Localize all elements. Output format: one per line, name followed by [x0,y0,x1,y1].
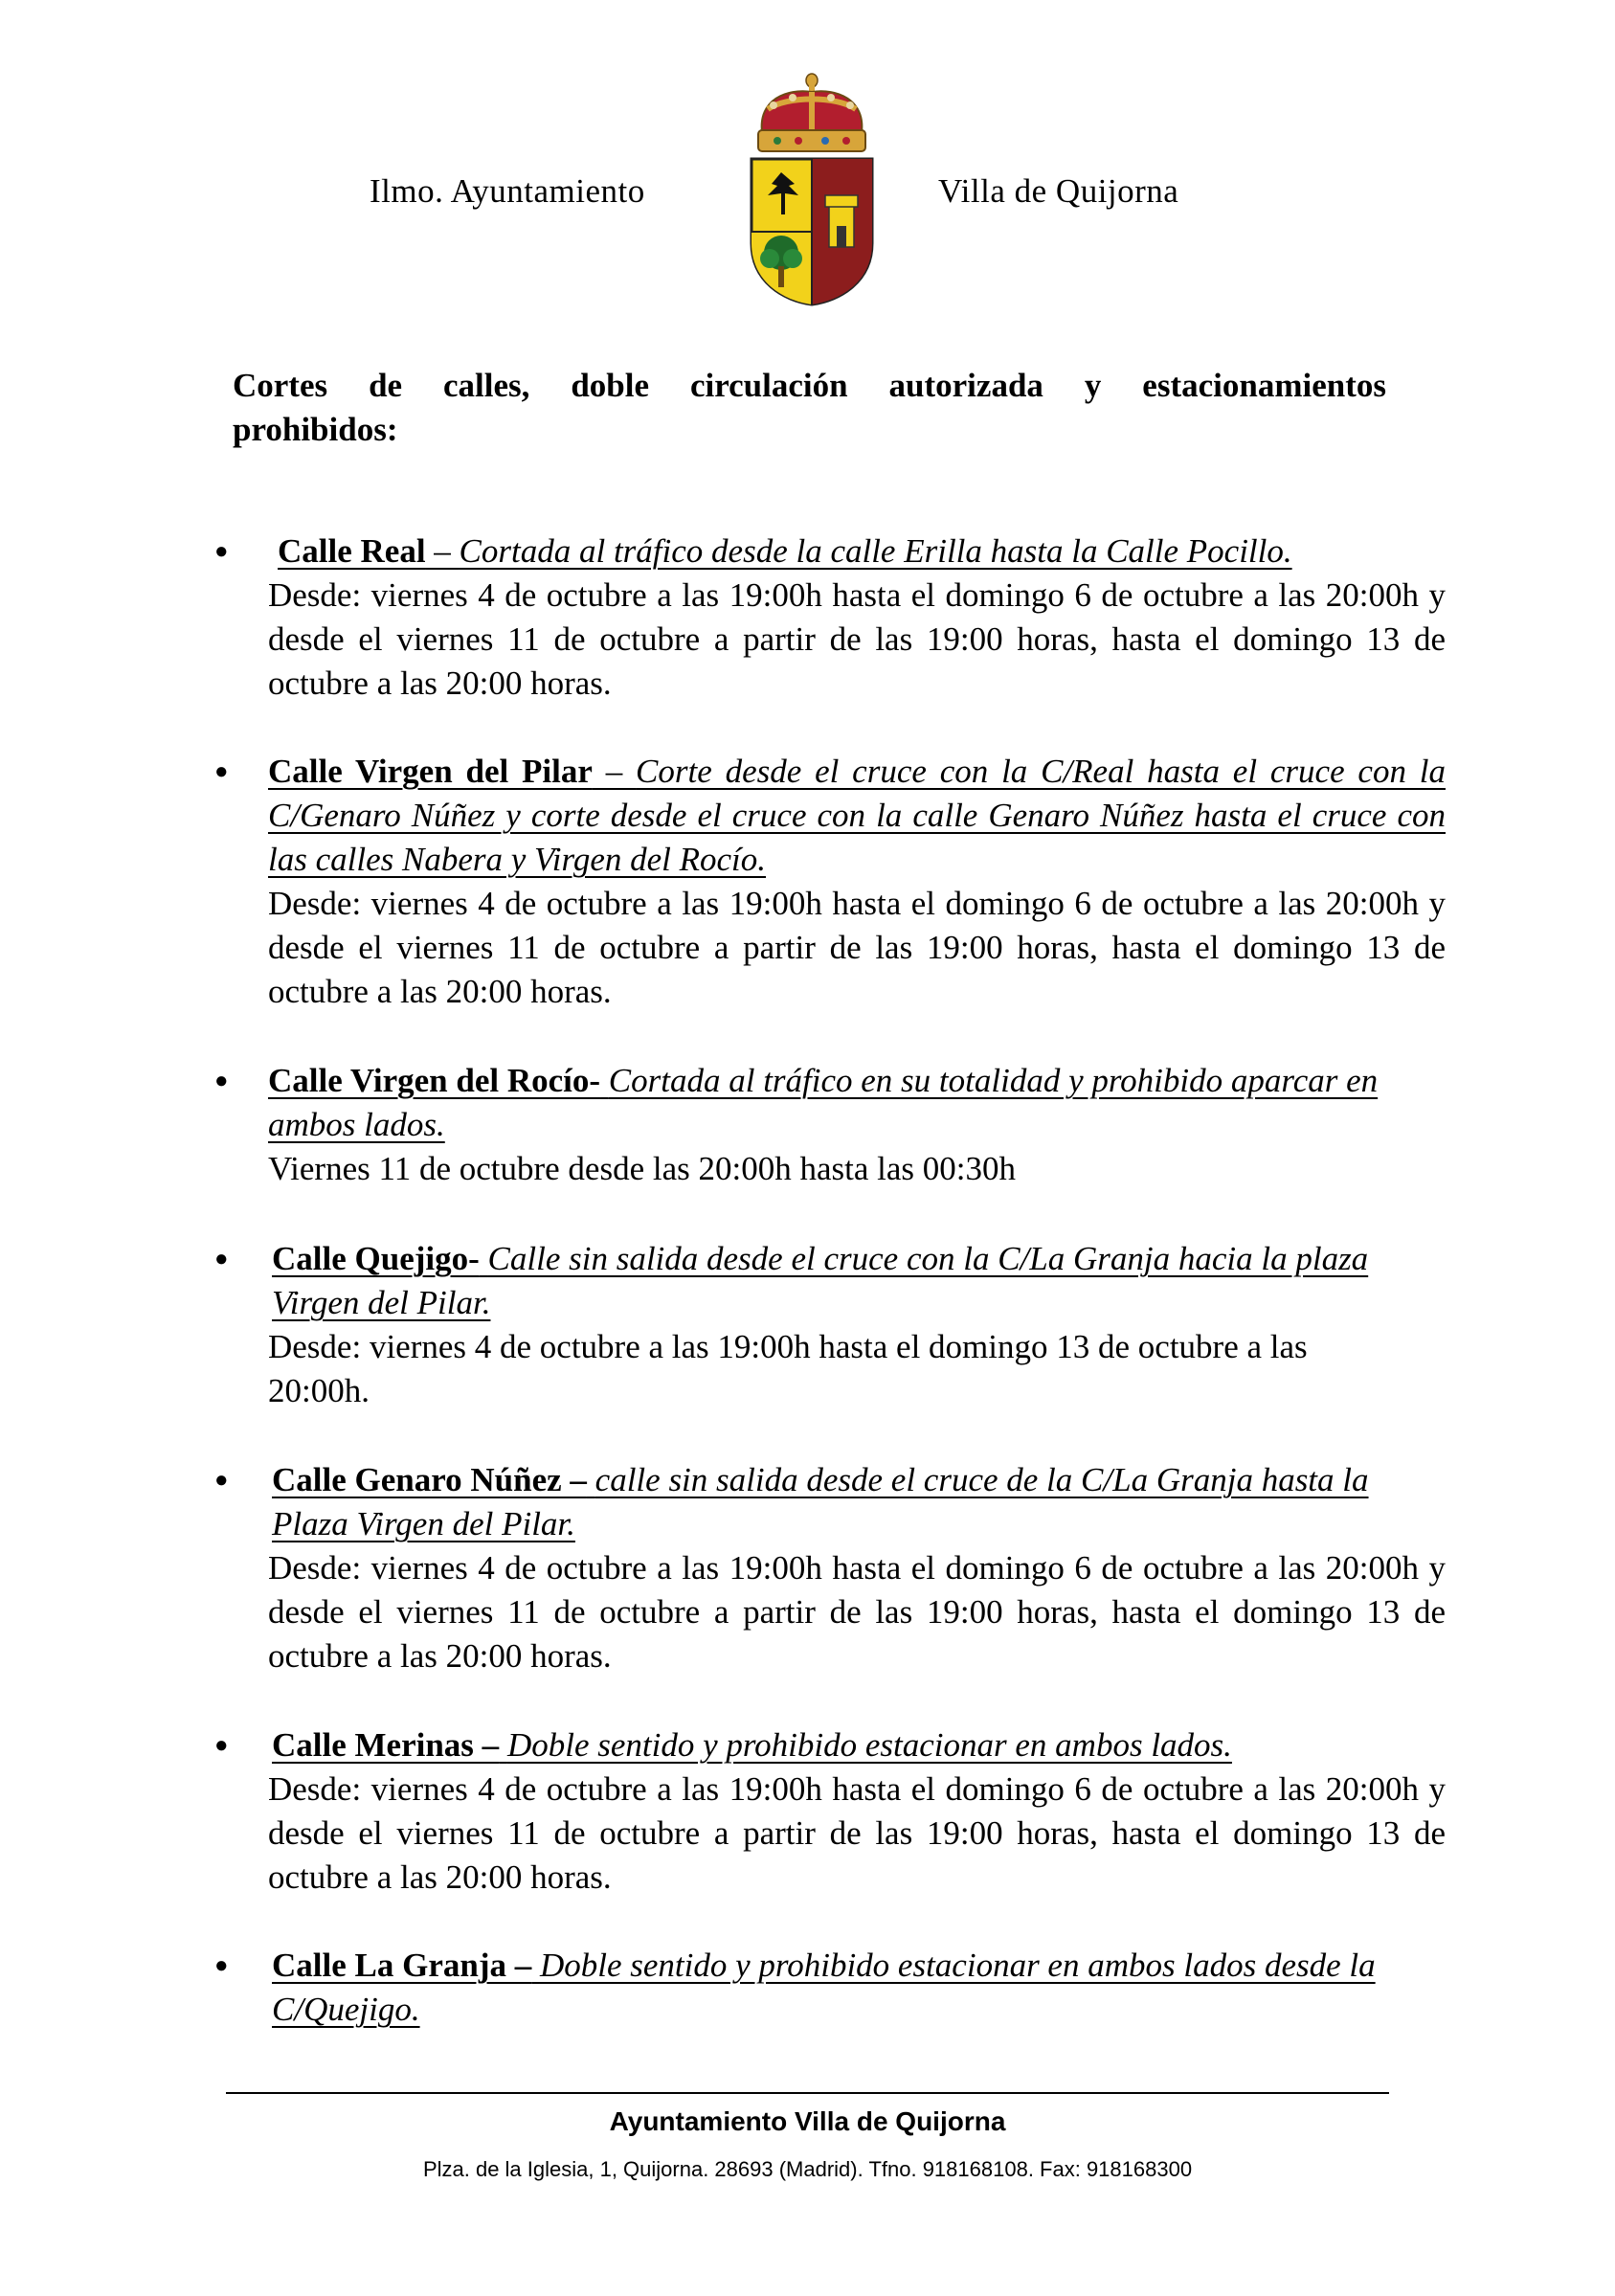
coat-of-arms-image [749,71,875,306]
list-item [214,1458,1446,1678]
item-heading [268,1944,1398,2032]
item-heading [268,1723,1446,1767]
item-heading: Calle Real – Cortada al tráfico desde la calle Erilla hasta la Calle Pocillo. [278,532,1292,570]
header-right-text: Villa de Quijorna [938,172,1179,210]
footer-address: Plza. de la Iglesia, 1, Quijorna. 28693 (Madrid). Tfno. 918168108. Fax: 918168300 [422,2157,1193,2181]
bullet-icon: ● [214,1069,229,1093]
street-name: Calle Real [278,532,426,570]
bullet-icon: ● [214,1733,229,1758]
item-heading [268,1059,1379,1147]
bullet-icon: ● [214,1468,229,1493]
crown-icon [758,74,865,151]
street-description: calle sin salida desde el cruce de la C/La Granja hasta la Plaza Virgen del Pilar. [272,1461,1369,1542]
street-name: Calle Virgen del Rocío- [268,1062,601,1099]
list-item [214,750,1446,1014]
list-item [214,1944,1398,2032]
street-name: Calle La Granja – [272,1947,532,1984]
bullet-icon: ● [214,1953,229,1978]
street-description: Cortada al tráfico en su totalidad y prohibido aparcar en ambos lados. [268,1062,1379,1143]
list-item [214,1723,1446,1900]
footer-divider [226,2092,1389,2094]
street-description: Cortada al tráfico desde la calle Erilla hasta la Calle Pocillo. [459,532,1292,570]
street-schedule: Desde: viernes 4 de octubre a las 19:00h hasta el domingo 6 de octubre a las 20:00h y desde el viernes 11 de octubre a partir de las 19:00 horas, hasta el domingo 13 de octubre a las 20:00 horas. [268,885,1446,1010]
street-name: Calle Virgen del Pilar [268,753,593,790]
street-description: Doble sentido y prohibido estacionar en ambos lados. [506,1726,1232,1764]
street-schedule: Viernes 11 de octubre desde las 20:00h hasta las 00:30h [268,1150,1016,1187]
item-heading: Calle Virgen del Pilar – Corte desde el cruce con la C/Real hasta el cruce con la C/Genaro Núñez y corte desde el cruce con la calle Genaro Núñez hasta el cruce con las calles Nabera y Virgen del Rocío. [268,753,1446,878]
list-item [214,1059,1379,1191]
street-description: Corte desde el cruce con la C/Real hasta el cruce con la C/Genaro Núñez y corte desde el cruce con la calle Genaro Núñez hasta el cruce con las calles Nabera y Virgen del Rocío. [268,753,1446,878]
document-title: Cortes de calles, doble circulación autorizada y estacionamientos prohibidos: [233,367,1386,448]
bullet-icon: ● [214,539,229,564]
street-description: Doble sentido y prohibido estacionar en ambos lados desde la C/Quejigo. [272,1947,1376,2028]
street-schedule: Desde: viernes 4 de octubre a las 19:00h hasta el domingo 13 de octubre a las 20:00h. [268,1328,1308,1409]
street-schedule: Desde: viernes 4 de octubre a las 19:00h hasta el domingo 6 de octubre a las 20:00h y desde el viernes 11 de octubre a partir de las 19:00 horas, hasta el domingo 13 de octubre a las 20:00 horas. [268,1549,1446,1675]
shield-icon [751,159,872,304]
street-schedule: Desde: viernes 4 de octubre a las 19:00h hasta el domingo 6 de octubre a las 20:00h y desde el viernes 11 de octubre a partir de las 19:00 horas, hasta el domingo 13 de octubre a las 20:00 horas. [268,576,1446,702]
item-heading [268,1237,1436,1325]
item-heading [268,1458,1392,1546]
street-description: Calle sin salida desde el cruce con la C/La Granja hacia la plaza Virgen del Pilar. [272,1240,1369,1321]
street-schedule: Desde: viernes 4 de octubre a las 19:00h hasta el domingo 6 de octubre a las 20:00h y desde el viernes 11 de octubre a partir de las 19:00 horas, hasta el domingo 13 de octubre a las 20:00 horas. [268,1770,1446,1896]
bullet-icon: ● [214,1247,229,1272]
street-name: Calle Quejigo- [272,1240,480,1277]
street-name: Calle Genaro Núñez – [272,1461,587,1498]
list-item [214,529,1446,706]
bullet-icon: ● [214,759,229,784]
header-left-text: Ilmo. Ayuntamiento [370,172,645,210]
street-name: Calle Merinas – [272,1726,500,1764]
footer-organization: Ayuntamiento Villa de Quijorna [609,2106,1006,2136]
list-item [214,1237,1436,1413]
